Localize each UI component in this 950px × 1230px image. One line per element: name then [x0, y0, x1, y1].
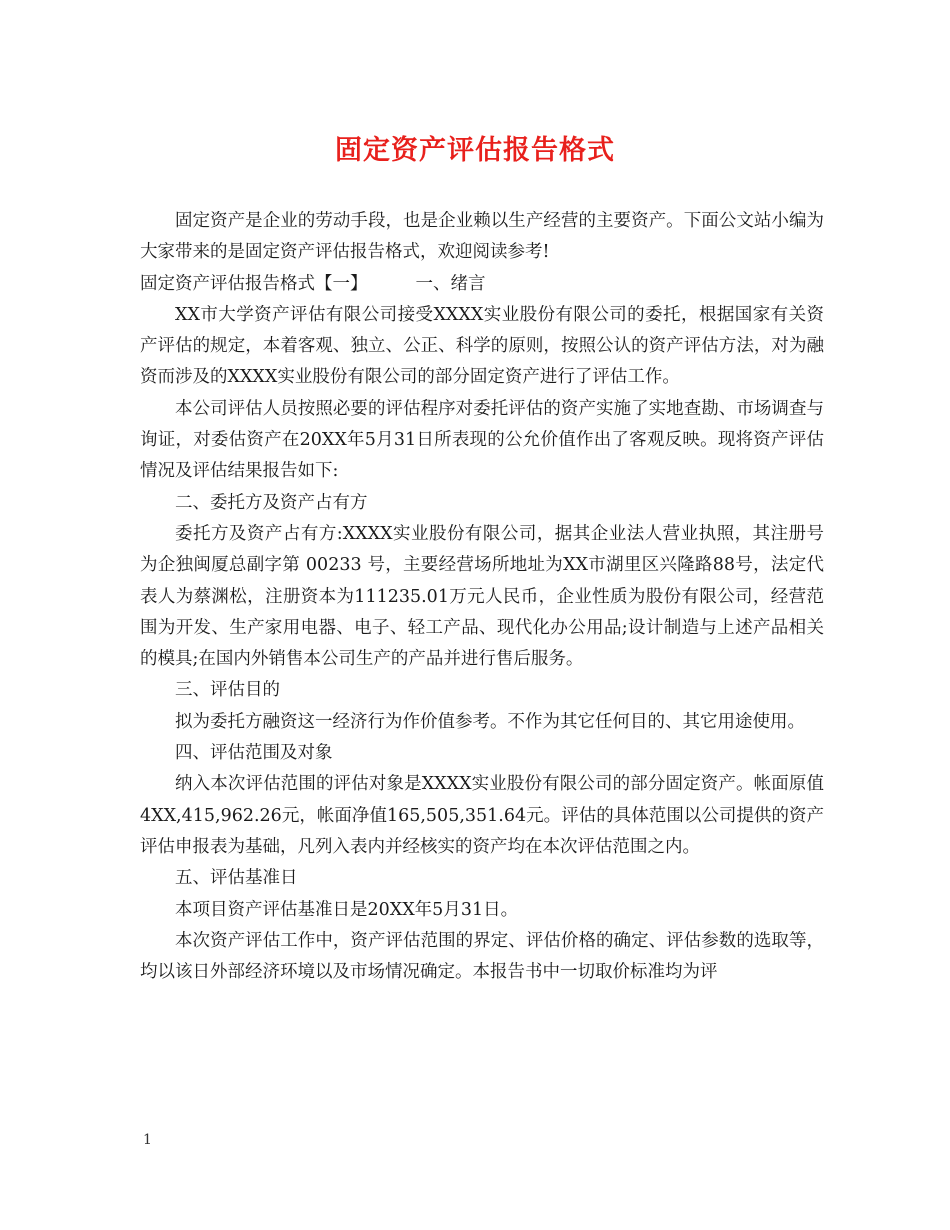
- section4-heading: 四、评估范围及对象: [175, 743, 333, 764]
- section5-heading: 五、评估基准日: [175, 868, 298, 889]
- section4-paragraph-1: 纳入本次评估范围的评估对象是XXXX实业股份有限公司的部分固定资产。帐面原值4XX,415,962.26元，帐面净值165,505,351.64元。评估的具体范围以公司提供的资产评估申报表为基础，凡列入表内并经核实的资产均在本次评估范围之内。: [140, 774, 824, 857]
- section2-heading: 二、委托方及资产占有方: [175, 492, 368, 513]
- section1-heading: 一、绪言: [415, 273, 486, 294]
- part-label: 固定资产评估报告格式【一】: [140, 273, 368, 294]
- section1-paragraph-1: XX市大学资产评估有限公司接受XXXX实业股份有限公司的委托，根据国家有关资产评估的规定，本着客观、独立、公正、科学的原则，按照公认的资产评估方法，对为融资而涉及的XXXX实业股份有限公司的部分固定资产进行了评估工作。: [140, 304, 824, 388]
- intro-paragraph: 固定资产是企业的劳动手段，也是企业赖以生产经营的主要资产。下面公文站小编为大家带来的是固定资产评估报告格式，欢迎阅读参考!: [140, 211, 824, 263]
- document-body: [140, 206, 824, 988]
- part-heading-row: [140, 269, 824, 300]
- section5-paragraph-2: 本次资产评估工作中，资产评估范围的界定、评估价格的确定、评估参数的选取等，均以该日外部经济环境以及市场情况确定。本报告书中一切取价标准均为评: [140, 930, 824, 983]
- section3-heading: 三、评估目的: [175, 680, 280, 701]
- section3-paragraph-1: 拟为委托方融资这一经济行为作价值参考。不作为其它任何目的、其它用途使用。: [175, 711, 805, 732]
- section5-paragraph-1: 本项目资产评估基准日是20XX年5月31日。: [175, 899, 519, 920]
- section1-paragraph-2: 本公司评估人员按照必要的评估程序对委托评估的资产实施了实地查勘、市场调查与询证，对委估资产在20XX年5月31日所表现的公允价值作出了客观反映。现将资产评估情况及评估结果报告如下:: [140, 398, 824, 482]
- section2-paragraph-1: 委托方及资产占有方:XXXX实业股份有限公司，据其企业法人营业执照，其注册号为企独闽厦总副字第 00233 号，主要经营场所地址为XX市湖里区兴隆路88号，法定代表人为蔡渊松，注册资本为111235.01万元人民币，企业性质为股份有限公司，经营范围为开发、生产家用电器、电子、轻工产品、现代化办公用品;设计制造与上述产品相关的模具;在国内外销售本公司生产的产品并进行售后服务。: [140, 523, 824, 670]
- document-title: 固定资产评估报告格式: [335, 135, 615, 166]
- page-number: 1: [143, 1132, 152, 1148]
